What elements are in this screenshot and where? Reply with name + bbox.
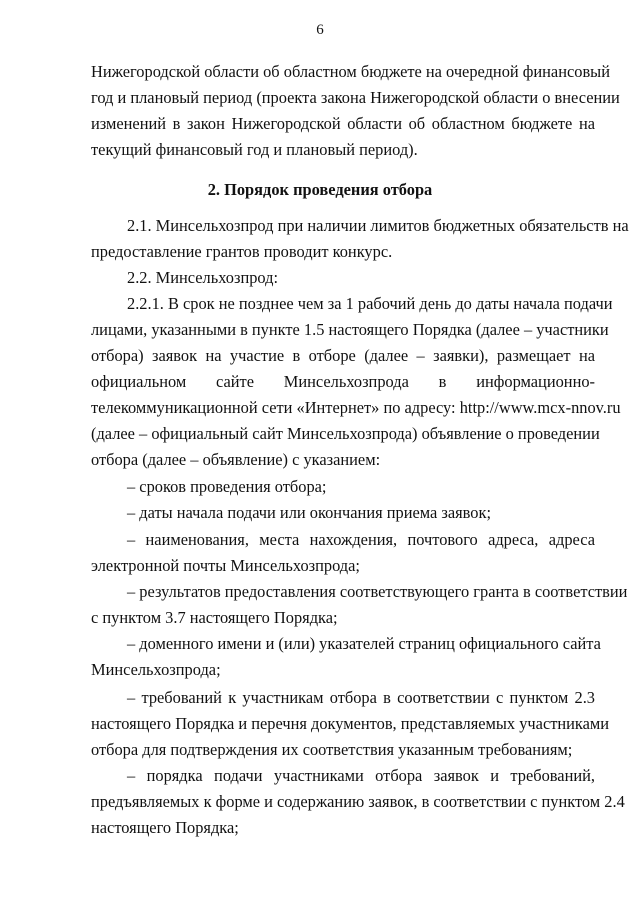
text-line: 2.2. Минсельхозпрод: bbox=[127, 268, 279, 287]
page-number: 6 bbox=[316, 22, 324, 38]
text-line: (далее – официальный сайт Минсельхозпрода) объявление о проведении bbox=[91, 424, 600, 443]
text-line: изменений в закон Нижегородской области об областном бюджете на bbox=[91, 114, 595, 133]
list-item: – результатов предоставления соответствующего гранта в соответствии bbox=[127, 582, 628, 601]
list-item: – доменного имени и (или) указателей страниц официального сайта bbox=[127, 634, 601, 653]
list-item: – даты начала подачи или окончания приема заявок; bbox=[127, 503, 492, 522]
text-line: с пунктом 3.7 настоящего Порядка; bbox=[91, 608, 338, 627]
text-line: телекоммуникационной сети «Интернет» по адресу: http://www.mcx-nnov.ru bbox=[91, 398, 621, 417]
text-line: предоставление грантов проводит конкурс. bbox=[91, 242, 393, 261]
text-line: 2.2.1. В срок не позднее чем за 1 рабочий день до даты начала подачи bbox=[127, 294, 613, 313]
section-heading: 2. Порядок проведения отбора bbox=[207, 180, 433, 199]
list-item: – требований к участникам отбора в соответствии с пунктом 2.3 bbox=[127, 688, 595, 707]
text-line: настоящего Порядка и перечня документов, представляемых участниками bbox=[91, 714, 610, 733]
text-line: отбора (далее – объявление) с указанием: bbox=[91, 450, 381, 469]
text-line: год и плановый период (проекта закона Нижегородской области о внесении bbox=[91, 88, 620, 107]
list-item: – наименования, места нахождения, почтового адреса, адреса bbox=[127, 530, 595, 549]
text-line: официальном сайте Минсельхозпрода в информационно- bbox=[91, 372, 595, 391]
text-line: Минсельхозпрода; bbox=[91, 660, 221, 679]
text-line: предъявляемых к форме и содержанию заявок, в соответствии с пунктом 2.4 bbox=[91, 792, 625, 811]
text-line: электронной почты Минсельхозпрода; bbox=[91, 556, 360, 575]
text-line: настоящего Порядка; bbox=[91, 818, 239, 837]
list-item: – порядка подачи участниками отбора заявок и требований, bbox=[127, 766, 595, 785]
text-line: лицами, указанными в пункте 1.5 настоящего Порядка (далее – участники bbox=[91, 320, 609, 339]
text-line: 2.1. Минсельхозпрод при наличии лимитов бюджетных обязательств на bbox=[127, 216, 629, 235]
list-item: – сроков проведения отбора; bbox=[127, 477, 327, 496]
text-line: текущий финансовый год и плановый период). bbox=[91, 140, 418, 159]
text-line: Нижегородской области об областном бюджете на очередной финансовый bbox=[91, 62, 610, 81]
text-line: отбора) заявок на участие в отборе (далее – заявки), размещает на bbox=[91, 346, 595, 365]
text-line: отбора для подтверждения их соответствия указанным требованиям; bbox=[91, 740, 573, 759]
